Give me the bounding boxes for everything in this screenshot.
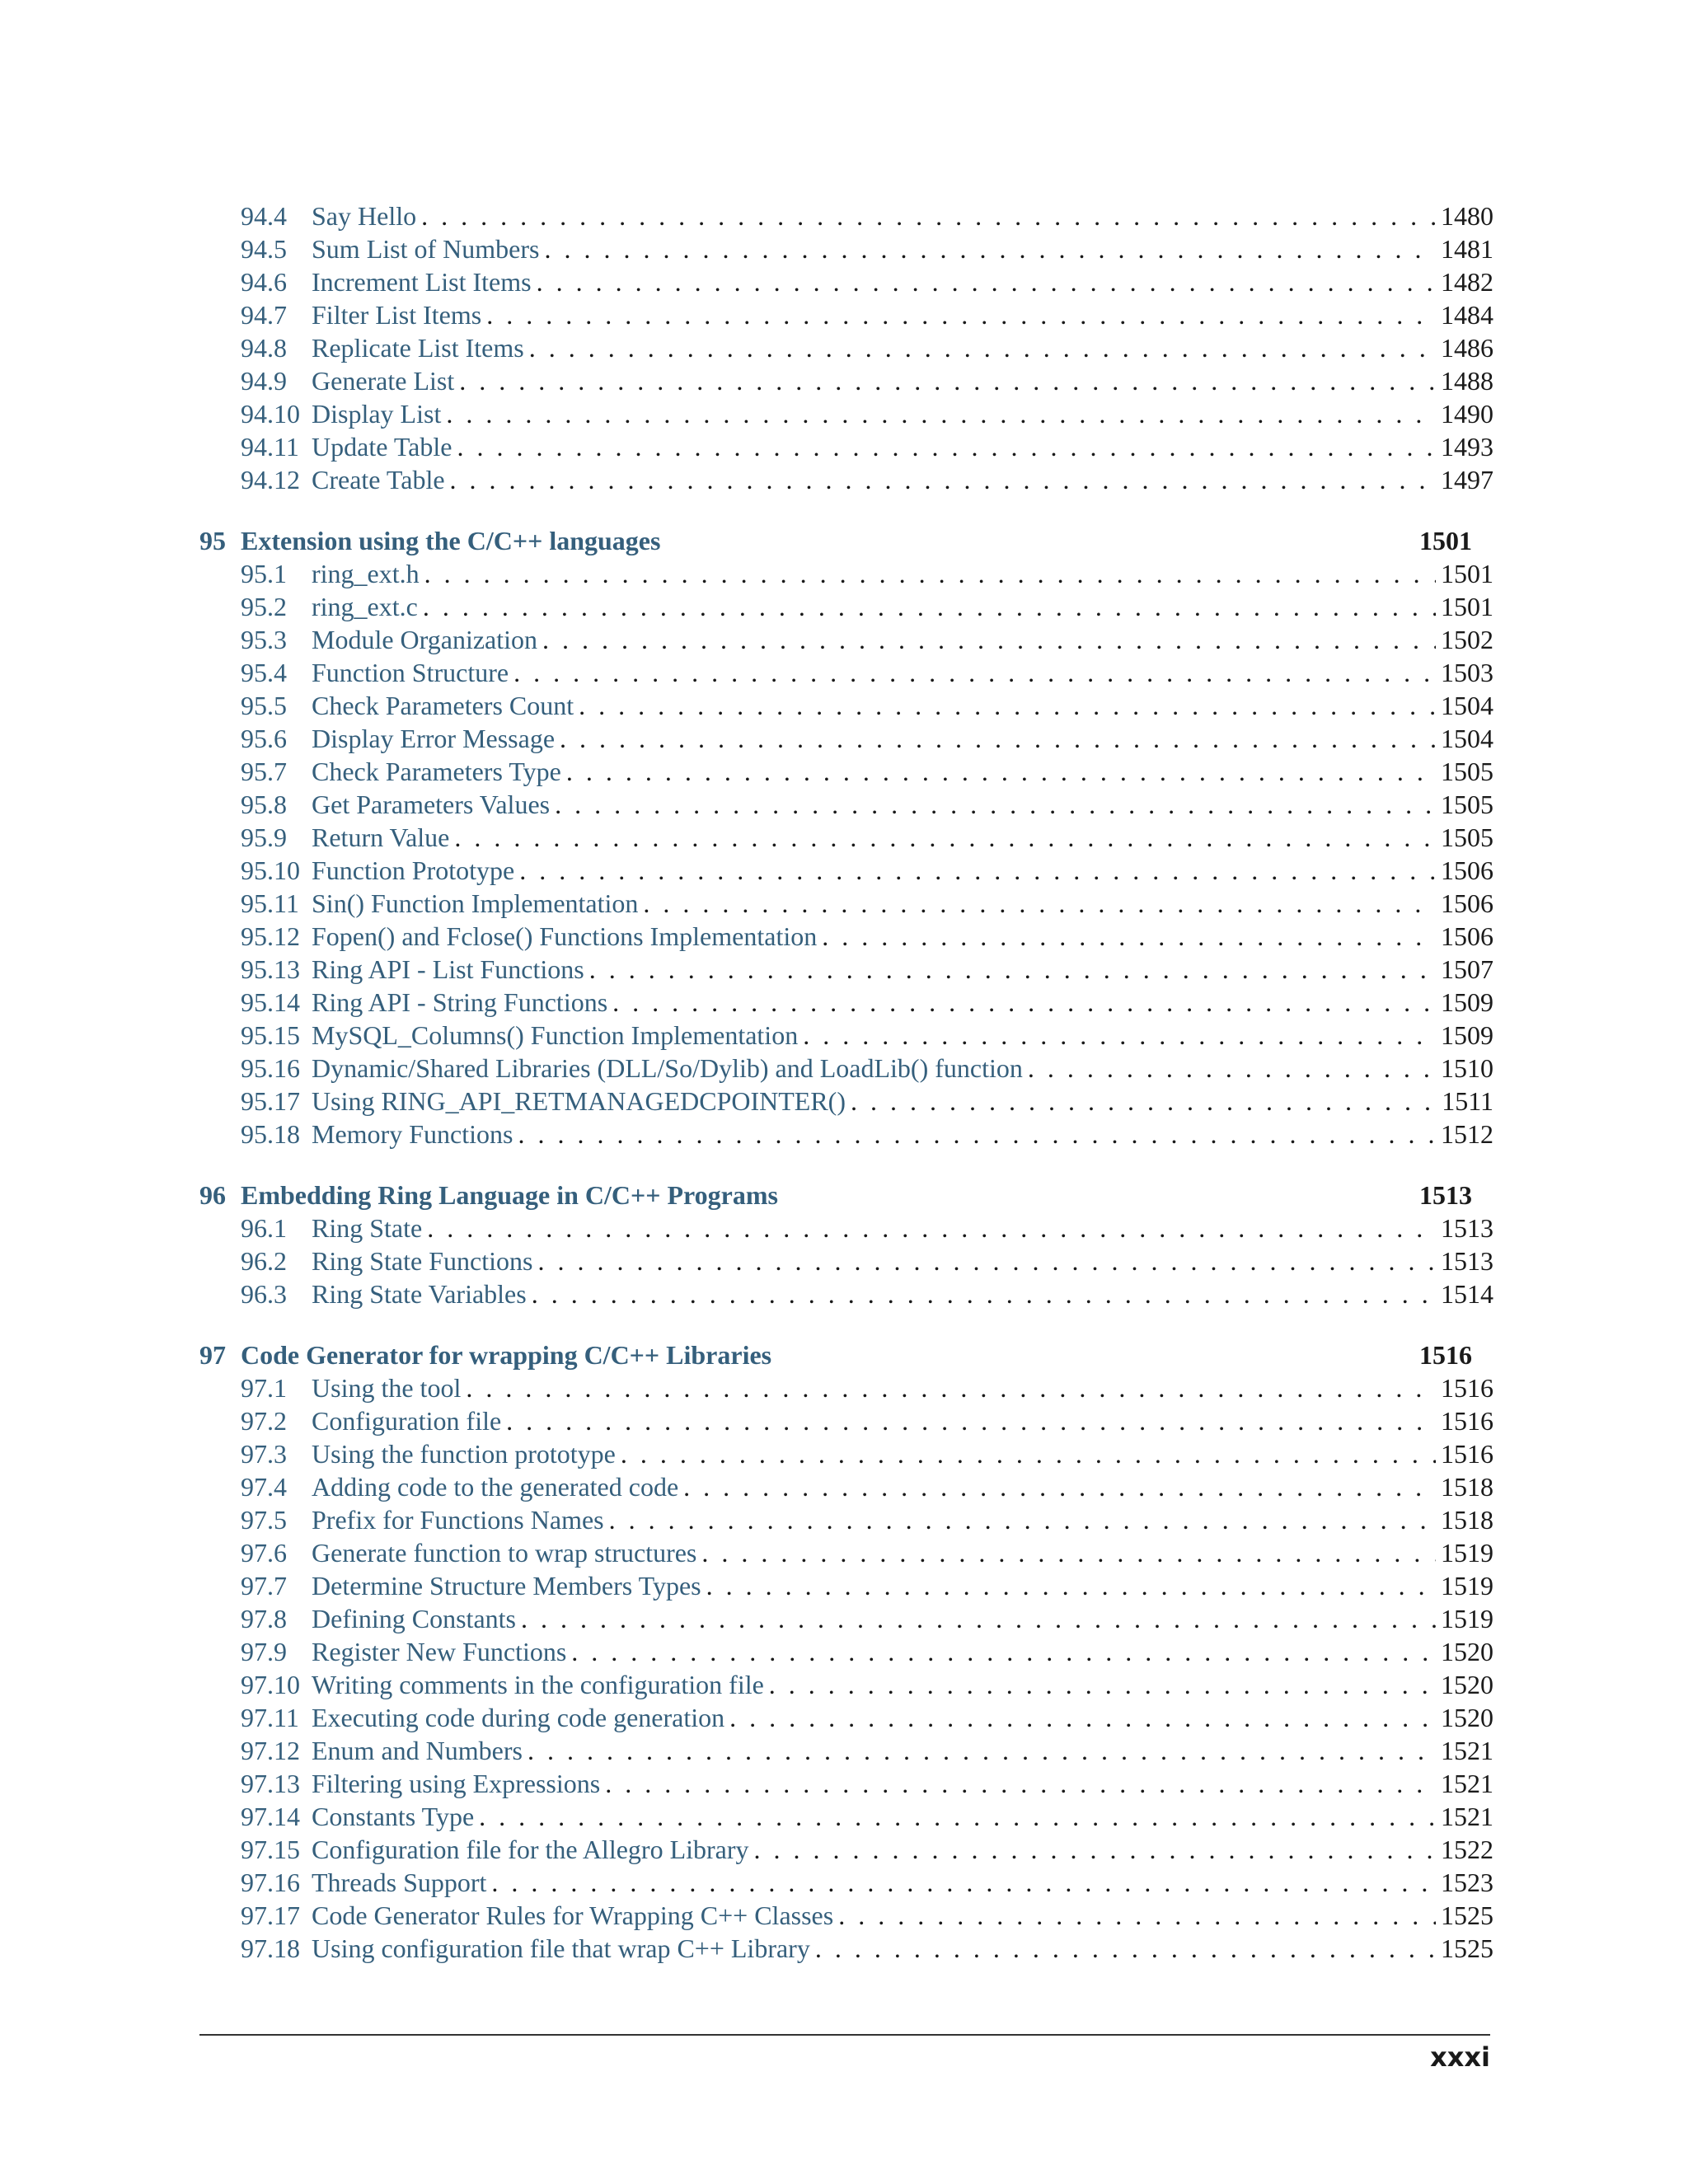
toc-entry[interactable] (199, 1833, 1493, 1866)
toc-entry[interactable] (199, 1212, 1493, 1244)
section-number: 94.12 (241, 465, 300, 494)
toc-entry[interactable] (199, 1602, 1493, 1635)
dot-leader (529, 331, 1436, 364)
section-number: 97.9 (241, 1637, 287, 1666)
section-title-link[interactable]: Adding code to the generated code (312, 1472, 679, 1502)
section-page-number: 1521 (1441, 1736, 1493, 1765)
section-number: 95.3 (241, 625, 287, 654)
dot-leader (519, 854, 1436, 887)
section-number: 97.5 (241, 1505, 287, 1535)
toc-entry[interactable] (199, 463, 1493, 496)
toc-entry[interactable] (199, 1800, 1493, 1833)
section-page-number: 1505 (1441, 790, 1493, 819)
toc-entry[interactable] (199, 1277, 1493, 1310)
section-title-link[interactable]: Code Generator Rules for Wrapping C++ Classes (312, 1900, 834, 1930)
section-number: 97.4 (241, 1472, 287, 1502)
section-page-number: 1521 (1441, 1802, 1493, 1831)
toc-entry[interactable] (199, 755, 1493, 788)
dot-leader (822, 920, 1436, 953)
dot-leader (513, 656, 1436, 689)
dot-leader (589, 953, 1436, 986)
toc-entry[interactable] (199, 1866, 1493, 1899)
section-number: 95.5 (241, 691, 287, 720)
page-number: xxxi (1430, 2041, 1490, 2073)
toc-entry[interactable] (199, 265, 1493, 298)
section-title-link[interactable]: Filter List Items (312, 300, 482, 330)
section-number: 97.17 (241, 1900, 300, 1930)
dot-leader (612, 986, 1436, 1019)
section-page-number: 1511 (1442, 1086, 1493, 1116)
section-number: 95.4 (241, 658, 287, 687)
section-page-number: 1490 (1441, 399, 1493, 429)
toc-entry[interactable] (199, 788, 1493, 821)
dot-leader (506, 1404, 1436, 1437)
section-number: 95.9 (241, 823, 287, 852)
dot-leader (605, 1767, 1436, 1800)
toc-entry[interactable] (199, 1437, 1493, 1470)
section-title-link[interactable]: Determine Structure Members Types (312, 1571, 701, 1601)
toc-entry[interactable] (199, 1767, 1493, 1800)
section-title-link[interactable]: Return Value (312, 823, 450, 852)
section-title-link[interactable]: Configuration file (312, 1406, 502, 1436)
section-page-number: 1503 (1441, 658, 1493, 687)
section-page-number: 1486 (1441, 333, 1493, 363)
dot-leader (466, 1371, 1436, 1404)
dot-leader (446, 397, 1436, 430)
toc-entry[interactable] (199, 1085, 1493, 1118)
section-page-number: 1512 (1441, 1119, 1493, 1149)
section-title-link[interactable]: Display List (312, 399, 442, 429)
section-page-number: 1510 (1441, 1053, 1493, 1083)
section-title-link[interactable]: Using the function prototype (312, 1439, 616, 1469)
section-title-link[interactable]: Fopen() and Fclose() Functions Implementation (312, 921, 818, 951)
toc-entry[interactable] (199, 1019, 1493, 1052)
section-title-link[interactable]: Ring State Functions (312, 1246, 533, 1276)
toc-entry[interactable] (199, 430, 1493, 463)
section-page-number: 1480 (1441, 201, 1493, 231)
section-page-number: 1482 (1441, 267, 1493, 297)
chapter-page-number: 1516 (1419, 1340, 1472, 1370)
section-title-link[interactable]: Defining Constants (312, 1604, 516, 1633)
section-title-link[interactable]: ring_ext.c (312, 592, 418, 621)
section-page-number: 1488 (1441, 366, 1493, 396)
section-title-link[interactable]: MySQL_Columns() Function Implementation (312, 1020, 799, 1050)
section-title-link[interactable]: Create Table (312, 465, 445, 494)
section-title-link[interactable]: Prefix for Functions Names (312, 1505, 604, 1535)
section-page-number: 1509 (1441, 987, 1493, 1017)
section-number: 97.12 (241, 1736, 300, 1765)
section-number: 95.17 (241, 1086, 300, 1116)
dot-leader (424, 557, 1436, 590)
section-page-number: 1513 (1441, 1246, 1493, 1276)
chapter-title-link[interactable]: Extension using the C/C++ languages (241, 526, 661, 555)
dot-leader (1028, 1052, 1436, 1085)
section-number: 97.6 (241, 1538, 287, 1568)
dot-leader (518, 1118, 1436, 1151)
section-number: 97.11 (241, 1703, 299, 1732)
section-title-link[interactable]: Writing comments in the configuration file (312, 1670, 764, 1699)
dot-leader (537, 1244, 1436, 1277)
section-number: 97.7 (241, 1571, 287, 1601)
section-page-number: 1507 (1441, 954, 1493, 984)
toc-entry[interactable] (199, 364, 1493, 397)
section-number: 95.15 (241, 1020, 300, 1050)
section-page-number: 1523 (1441, 1868, 1493, 1897)
section-number: 94.10 (241, 399, 300, 429)
toc-entry[interactable] (199, 986, 1493, 1019)
section-number: 97.8 (241, 1604, 287, 1633)
section-number: 95.1 (241, 559, 287, 588)
toc-entry[interactable] (199, 1118, 1493, 1151)
section-title-link[interactable]: Get Parameters Values (312, 790, 551, 819)
section-number: 94.7 (241, 300, 287, 330)
section-number: 95.8 (241, 790, 287, 819)
section-page-number: 1504 (1441, 691, 1493, 720)
section-page-number: 1497 (1441, 465, 1493, 494)
section-title-link[interactable]: Ring API - String Functions (312, 987, 608, 1017)
section-page-number: 1506 (1441, 888, 1493, 918)
dot-leader (457, 430, 1436, 463)
dot-leader (571, 1635, 1436, 1668)
table-of-contents (199, 199, 1493, 1993)
toc-entry[interactable] (199, 920, 1493, 953)
section-page-number: 1520 (1441, 1670, 1493, 1699)
section-title-link[interactable]: Memory Functions (312, 1119, 513, 1149)
toc-entry[interactable] (199, 1899, 1493, 1932)
section-page-number: 1484 (1441, 300, 1493, 330)
dot-leader (532, 1277, 1436, 1310)
toc-entry[interactable] (199, 1734, 1493, 1767)
toc-entry[interactable] (199, 1569, 1493, 1602)
section-number: 97.10 (241, 1670, 300, 1699)
section-number: 94.8 (241, 333, 287, 363)
section-number: 95.12 (241, 921, 300, 951)
section-number: 96.1 (241, 1213, 287, 1243)
section-number: 97.2 (241, 1406, 287, 1436)
dot-leader (579, 689, 1436, 722)
dot-leader (555, 788, 1436, 821)
section-number: 97.13 (241, 1769, 300, 1798)
toc-entry[interactable] (199, 298, 1493, 331)
section-page-number: 1519 (1441, 1571, 1493, 1601)
dot-leader (838, 1899, 1436, 1932)
section-page-number: 1505 (1441, 757, 1493, 786)
toc-entry[interactable] (199, 1503, 1493, 1536)
dot-leader (609, 1503, 1436, 1536)
toc-entry[interactable] (199, 953, 1493, 986)
section-page-number: 1481 (1441, 234, 1493, 264)
dot-leader (521, 1602, 1436, 1635)
chapter-number: 96 (199, 1180, 226, 1210)
section-title-link[interactable]: Check Parameters Count (312, 691, 574, 720)
toc-entry[interactable] (199, 689, 1493, 722)
section-page-number: 1516 (1441, 1373, 1493, 1403)
section-number: 97.16 (241, 1868, 300, 1897)
toc-entry[interactable] (199, 1668, 1493, 1701)
section-title-link[interactable]: Increment List Items (312, 267, 532, 297)
section-title-link[interactable]: Replicate List Items (312, 333, 524, 363)
toc-chapter-block (199, 1338, 1493, 1965)
dot-leader (803, 1019, 1436, 1052)
section-title-link[interactable]: Ring API - List Functions (312, 954, 584, 984)
dot-leader (754, 1833, 1436, 1866)
dot-leader (706, 1569, 1436, 1602)
toc-chapter-block (199, 199, 1493, 496)
section-title-link[interactable]: Say Hello (312, 201, 417, 231)
dot-leader (491, 1866, 1436, 1899)
section-number: 97.1 (241, 1373, 287, 1403)
dot-leader (683, 1470, 1436, 1503)
toc-entry[interactable] (199, 1371, 1493, 1404)
toc-entry[interactable] (199, 623, 1493, 656)
section-title-link[interactable]: Dynamic/Shared Libraries (DLL/So/Dylib) and LoadLib() function (312, 1053, 1023, 1083)
dot-leader (423, 590, 1436, 623)
section-title-link[interactable]: Ring State (312, 1213, 423, 1243)
section-title-link[interactable]: Using configuration file that wrap C++ Library (312, 1933, 810, 1963)
dot-leader (643, 887, 1436, 920)
toc-entry[interactable] (199, 232, 1493, 265)
section-number: 97.3 (241, 1439, 287, 1469)
section-page-number: 1506 (1441, 855, 1493, 885)
section-page-number: 1514 (1441, 1279, 1493, 1309)
section-page-number: 1519 (1441, 1604, 1493, 1633)
chapter-page-number: 1501 (1419, 526, 1472, 555)
section-page-number: 1501 (1441, 559, 1493, 588)
section-number: 97.18 (241, 1933, 300, 1963)
toc-chapter-heading[interactable] (199, 1179, 1493, 1212)
dot-leader (542, 623, 1436, 656)
dot-leader (544, 232, 1436, 265)
section-title-link[interactable]: Check Parameters Type (312, 757, 561, 786)
dot-leader (851, 1085, 1436, 1118)
toc-entry[interactable] (199, 590, 1493, 623)
section-number: 95.7 (241, 757, 287, 786)
dot-leader (769, 1668, 1436, 1701)
toc-entry[interactable] (199, 1536, 1493, 1569)
section-page-number: 1516 (1441, 1439, 1493, 1469)
section-title-link[interactable]: Threads Support (312, 1868, 487, 1897)
section-page-number: 1513 (1441, 1213, 1493, 1243)
section-number: 94.5 (241, 234, 287, 264)
dot-leader (427, 1212, 1436, 1244)
section-title-link[interactable]: Ring State Variables (312, 1279, 527, 1309)
section-number: 95.18 (241, 1119, 300, 1149)
section-page-number: 1521 (1441, 1769, 1493, 1798)
dot-leader (486, 298, 1436, 331)
chapter-title-link[interactable]: Code Generator for wrapping C/C++ Libraries (241, 1340, 772, 1370)
section-number: 94.11 (241, 432, 299, 462)
section-title-link[interactable]: Configuration file for the Allegro Library (312, 1835, 749, 1864)
toc-entry[interactable] (199, 1470, 1493, 1503)
section-title-link[interactable]: Function Prototype (312, 855, 515, 885)
section-page-number: 1506 (1441, 921, 1493, 951)
chapter-title-link[interactable]: Embedding Ring Language in C/C++ Programs (241, 1180, 778, 1210)
section-title-link[interactable]: Generate List (312, 366, 455, 396)
section-number: 97.15 (241, 1835, 300, 1864)
toc-entry[interactable] (199, 854, 1493, 887)
section-number: 95.11 (241, 888, 299, 918)
section-number: 95.2 (241, 592, 287, 621)
section-page-number: 1518 (1441, 1472, 1493, 1502)
dot-leader (621, 1437, 1436, 1470)
toc-chapter-heading[interactable] (199, 524, 1493, 557)
dot-leader (450, 463, 1436, 496)
section-title-link[interactable]: Generate function to wrap structures (312, 1538, 697, 1568)
footer-divider (199, 2034, 1490, 2036)
toc-entry[interactable] (199, 1244, 1493, 1277)
dot-leader (815, 1932, 1436, 1965)
toc-entry[interactable] (199, 821, 1493, 854)
dot-leader (729, 1701, 1436, 1734)
dot-leader (459, 364, 1436, 397)
section-page-number: 1493 (1441, 432, 1493, 462)
toc-chapter-block (199, 524, 1493, 1151)
section-number: 95.16 (241, 1053, 300, 1083)
toc-chapter-heading[interactable] (199, 1338, 1493, 1371)
section-page-number: 1509 (1441, 1020, 1493, 1050)
dot-leader (701, 1536, 1436, 1569)
dot-leader (560, 722, 1436, 755)
section-page-number: 1516 (1441, 1406, 1493, 1436)
toc-chapter-block (199, 1179, 1493, 1310)
section-number: 95.10 (241, 855, 300, 885)
section-page-number: 1525 (1441, 1900, 1493, 1930)
section-title-link[interactable]: Using the tool (312, 1373, 462, 1403)
section-number: 95.6 (241, 724, 287, 753)
section-number: 94.6 (241, 267, 287, 297)
chapter-page-number: 1513 (1419, 1180, 1472, 1210)
section-title-link[interactable]: Constants Type (312, 1802, 475, 1831)
section-page-number: 1522 (1441, 1835, 1493, 1864)
toc-entry[interactable] (199, 1701, 1493, 1734)
toc-entry[interactable] (199, 557, 1493, 590)
chapter-number: 95 (199, 526, 226, 555)
section-page-number: 1525 (1441, 1933, 1493, 1963)
toc-entry[interactable] (199, 1052, 1493, 1085)
section-number: 95.13 (241, 954, 300, 984)
section-title-link[interactable]: ring_ext.h (312, 559, 420, 588)
section-number: 94.9 (241, 366, 287, 396)
section-page-number: 1520 (1441, 1703, 1493, 1732)
toc-entry[interactable] (199, 331, 1493, 364)
section-title-link[interactable]: Register New Functions (312, 1637, 567, 1666)
section-title-link[interactable]: Using RING_API_RETMANAGEDCPOINTER() (312, 1086, 846, 1116)
section-title-link[interactable]: Display Error Message (312, 724, 556, 753)
section-page-number: 1519 (1441, 1538, 1493, 1568)
section-number: 94.4 (241, 201, 287, 231)
dot-leader (566, 755, 1436, 788)
dot-leader (454, 821, 1436, 854)
dot-leader (421, 199, 1436, 232)
section-page-number: 1504 (1441, 724, 1493, 753)
toc-entry[interactable] (199, 397, 1493, 430)
section-page-number: 1502 (1441, 625, 1493, 654)
dot-leader (528, 1734, 1436, 1767)
section-title-link[interactable]: Function Structure (312, 658, 509, 687)
toc-entry[interactable] (199, 656, 1493, 689)
section-title-link[interactable]: Sum List of Numbers (312, 234, 540, 264)
section-title-link[interactable]: Filtering using Expressions (312, 1769, 601, 1798)
section-title-link[interactable]: Executing code during code generation (312, 1703, 725, 1732)
section-page-number: 1501 (1441, 592, 1493, 621)
section-title-link[interactable]: Module Organization (312, 625, 538, 654)
section-title-link[interactable]: Update Table (312, 432, 452, 462)
section-number: 95.14 (241, 987, 300, 1017)
section-number: 97.14 (241, 1802, 300, 1831)
toc-entry[interactable] (199, 722, 1493, 755)
toc-entry[interactable] (199, 887, 1493, 920)
section-title-link[interactable]: Sin() Function Implementation (312, 888, 639, 918)
section-number: 96.2 (241, 1246, 287, 1276)
dot-leader (537, 265, 1436, 298)
section-page-number: 1518 (1441, 1505, 1493, 1535)
section-page-number: 1520 (1441, 1637, 1493, 1666)
toc-entry[interactable] (199, 199, 1493, 232)
section-title-link[interactable]: Enum and Numbers (312, 1736, 523, 1765)
toc-entry[interactable] (199, 1404, 1493, 1437)
section-page-number: 1505 (1441, 823, 1493, 852)
toc-entry[interactable] (199, 1932, 1493, 1965)
dot-leader (479, 1800, 1436, 1833)
chapter-number: 97 (199, 1340, 226, 1370)
toc-entry[interactable] (199, 1635, 1493, 1668)
section-number: 96.3 (241, 1279, 287, 1309)
